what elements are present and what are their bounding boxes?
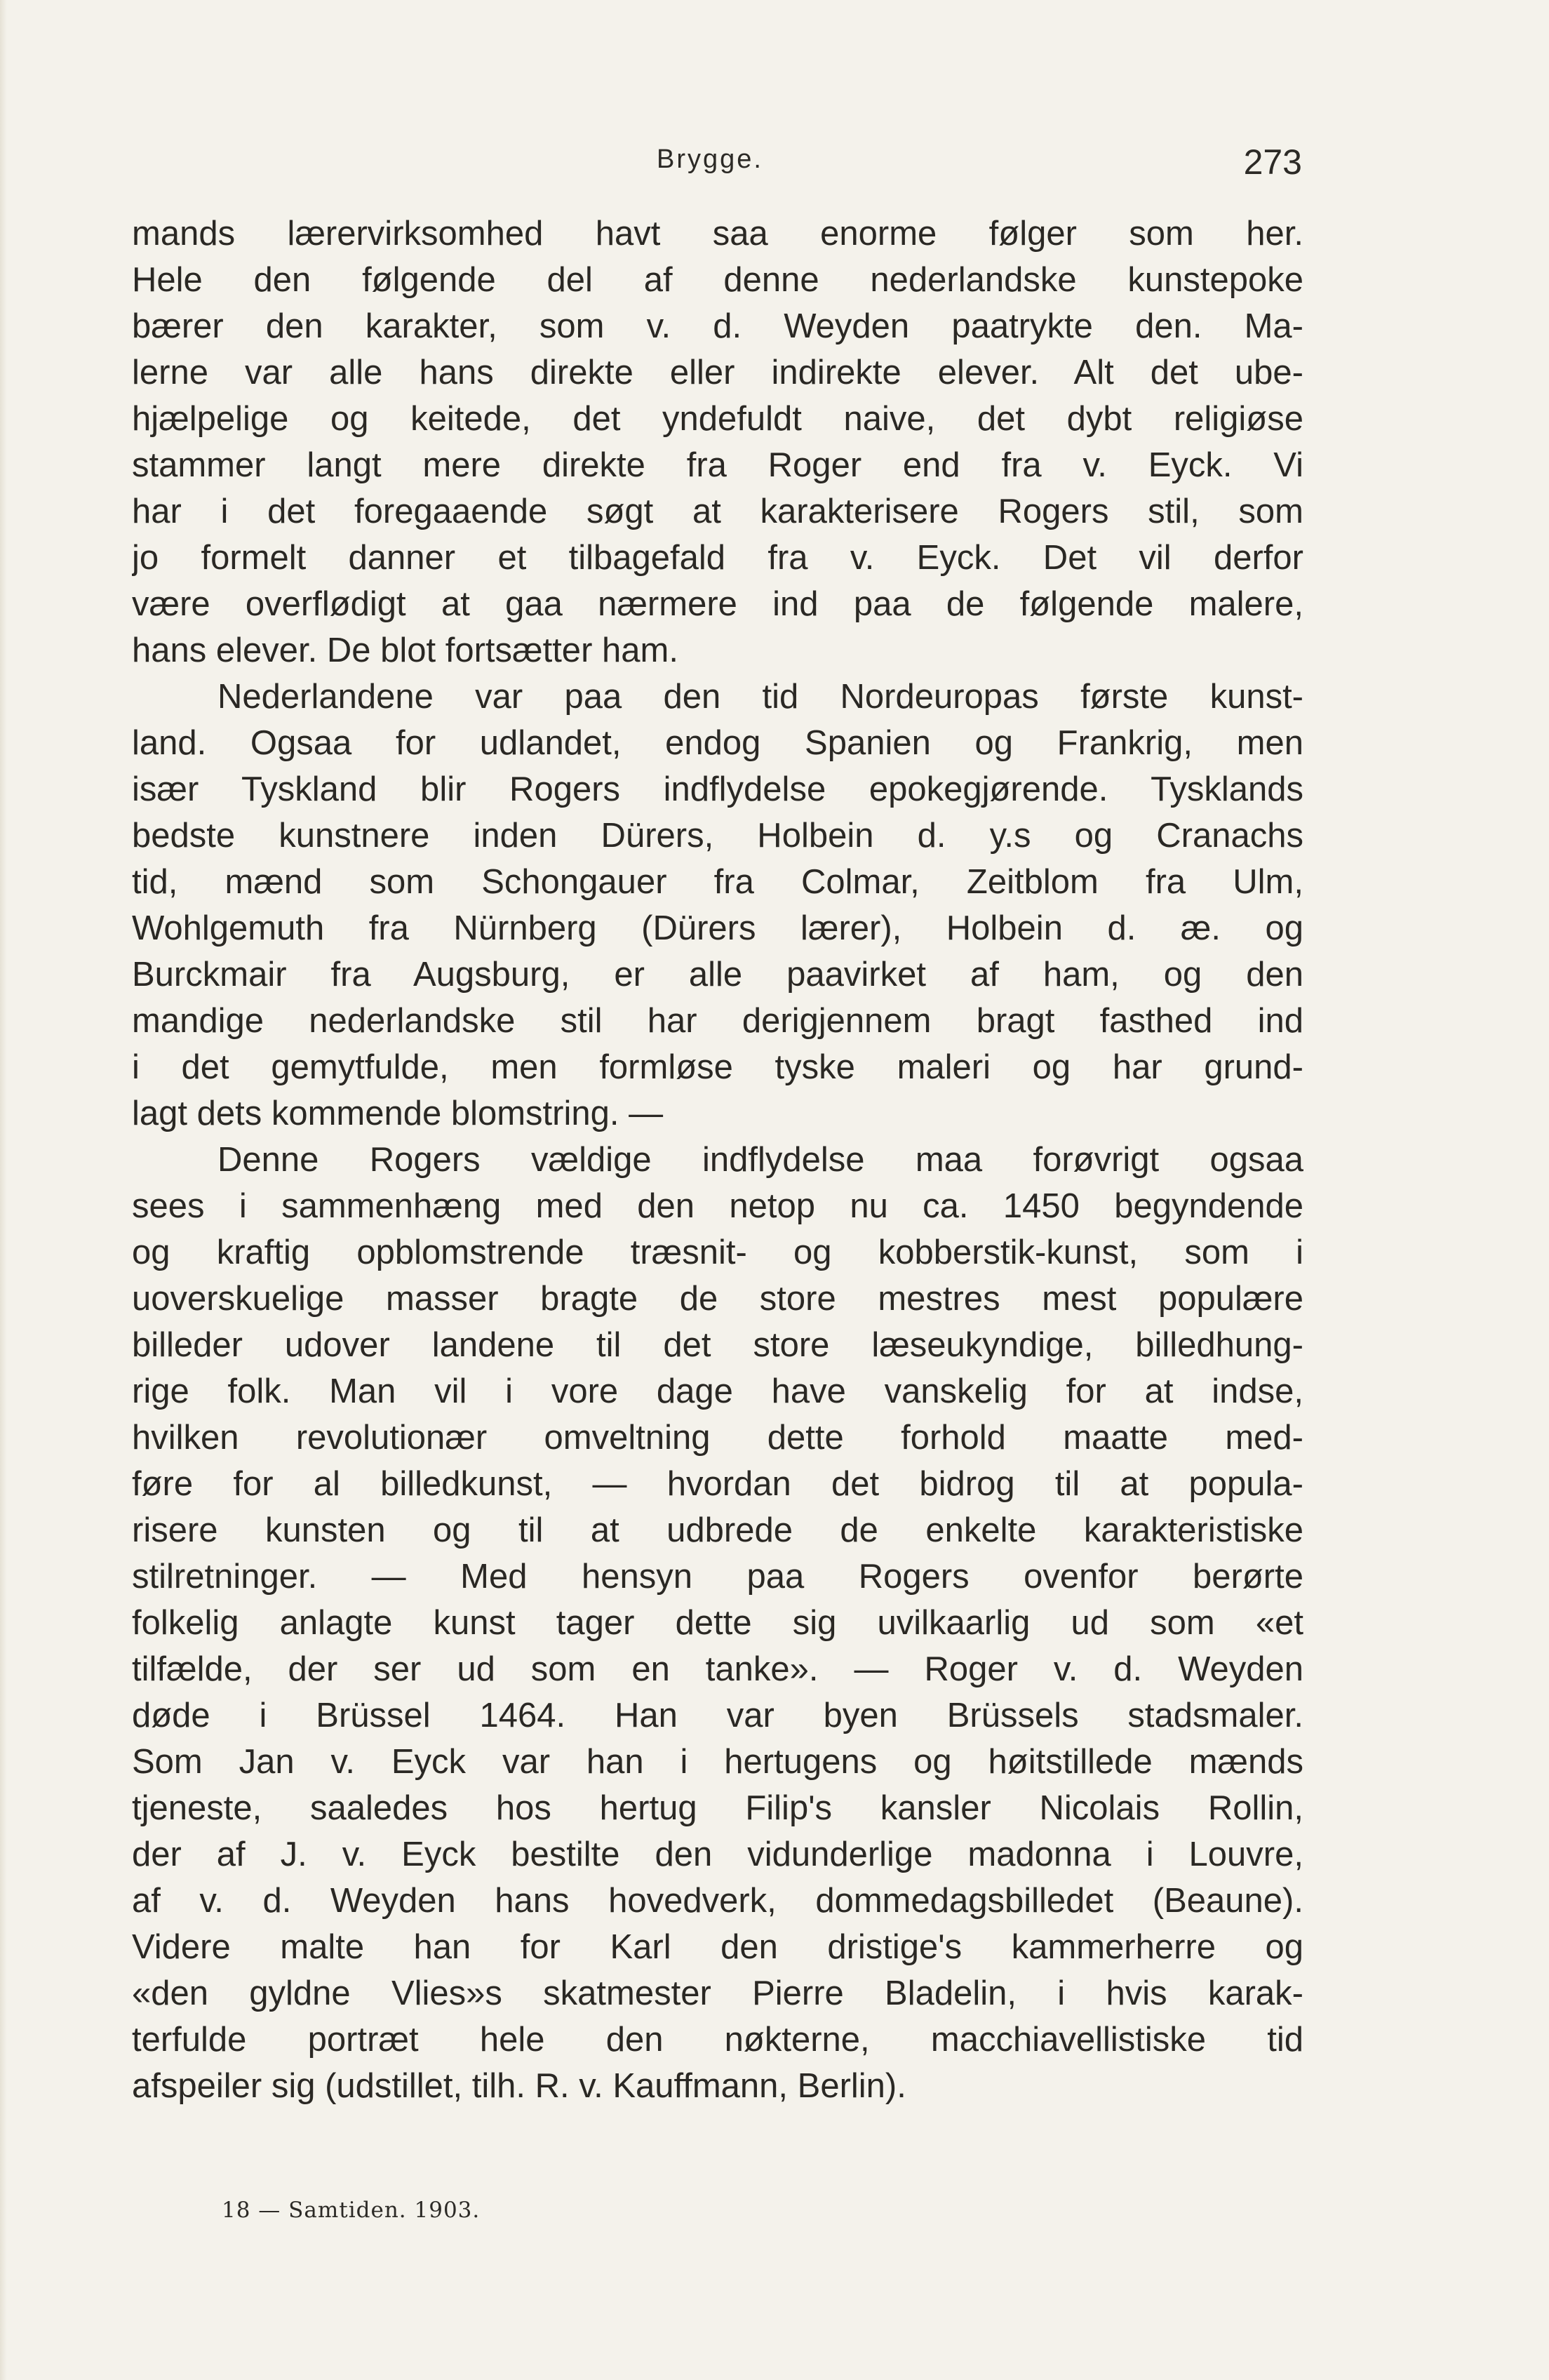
text-line: især Tyskland blir Rogers indflydelse epokegjørende. Tysklands bbox=[132, 770, 1303, 808]
text-line: lerne var alle hans direkte eller indirekte elever. Alt det ube- bbox=[132, 354, 1303, 392]
text-line: af v. d. Weyden hans hovedverk, dommedagsbilledet (Beaune). bbox=[132, 1882, 1303, 1920]
text-line: hvilken revolutionær omveltning dette forhold maatte med- bbox=[132, 1419, 1303, 1457]
text-line: hans elever. De blot fortsætter ham. bbox=[132, 631, 678, 669]
text-line: terfulde portræt hele den nøkterne, macchiavellistiske tid bbox=[132, 2021, 1303, 2059]
text-line: billeder udover landene til det store læseukyndige, billedhung- bbox=[132, 1326, 1303, 1364]
text-line: Videre malte han for Karl den dristige's kammerherre og bbox=[132, 1928, 1303, 1966]
text-line: «den gyldne Vlies»s skatmester Pierre Bladelin, i hvis karak- bbox=[132, 1974, 1303, 2012]
text-line: tid, mænd som Schongauer fra Colmar, Zeitblom fra Ulm, bbox=[132, 863, 1303, 901]
body-text bbox=[132, 210, 1303, 2109]
text-line: i det gemytfulde, men formløse tyske maleri og har grund- bbox=[132, 1048, 1303, 1086]
text-line: land. Ogsaa for udlandet, endog Spanien og Frankrig, men bbox=[132, 724, 1303, 762]
text-line: stilretninger. — Med hensyn paa Rogers ovenfor berørte bbox=[132, 1558, 1303, 1596]
text-line: være overflødigt at gaa nærmere ind paa de følgende malere, bbox=[132, 585, 1303, 623]
text-line: bærer den karakter, som v. d. Weyden paatrykte den. Ma- bbox=[132, 307, 1303, 345]
text-line: rige folk. Man vil i vore dage have vanskelig for at indse, bbox=[132, 1372, 1303, 1410]
text-line: Hele den følgende del af denne nederlandske kunstepoke bbox=[132, 261, 1303, 299]
text-line: der af J. v. Eyck bestilte den vidunderlige madonna i Louvre, bbox=[132, 1836, 1303, 1873]
text-line: Som Jan v. Eyck var han i hertugens og høitstillede mænds bbox=[132, 1743, 1303, 1781]
text-line: føre for al billedkunst, — hvordan det bidrog til at popula- bbox=[132, 1465, 1303, 1503]
text-line: hjælpelige og keitede, det yndefuldt naive, det dybt religiøse bbox=[132, 400, 1303, 438]
text-line: uoverskuelige masser bragte de store mestres mest populære bbox=[132, 1280, 1303, 1318]
text-line: lagt dets kommende blomstring. — bbox=[132, 1095, 664, 1132]
printer-signature: 18 — Samtiden. 1903. bbox=[222, 2198, 481, 2223]
page-number: 273 bbox=[1243, 142, 1302, 182]
text-line: og kraftig opblomstrende træsnit- og kobberstik-kunst, som i bbox=[132, 1234, 1303, 1271]
page-edge-shadow bbox=[0, 0, 7, 2380]
paragraph-start-line: Denne Rogers vældige indflydelse maa forøvrigt ogsaa bbox=[217, 1141, 1303, 1179]
text-line: sees i sammenhæng med den netop nu ca. 1450 begyndende bbox=[132, 1187, 1303, 1225]
text-line: døde i Brüssel 1464. Han var byen Brüssels stadsmaler. bbox=[132, 1697, 1303, 1734]
text-line: har i det foregaaende søgt at karakterisere Rogers stil, som bbox=[132, 493, 1303, 530]
text-line: mandige nederlandske stil har derigjennem bragt fasthed ind bbox=[132, 1002, 1303, 1040]
text-line: Wohlgemuth fra Nürnberg (Dürers lærer), Holbein d. æ. og bbox=[132, 909, 1303, 947]
page-header bbox=[132, 142, 1302, 194]
text-line: stammer langt mere direkte fra Roger end fra v. Eyck. Vi bbox=[132, 446, 1303, 484]
text-line: folkelig anlagte kunst tager dette sig uvilkaarlig ud som «et bbox=[132, 1604, 1303, 1642]
paragraph-start-line: Nederlandene var paa den tid Nordeuropas første kunst- bbox=[217, 678, 1303, 716]
text-line: mands lærervirksomhed havt saa enorme følger som her. bbox=[132, 215, 1303, 253]
running-title: Brygge. bbox=[657, 145, 763, 174]
text-line: tjeneste, saaledes hos hertug Filip's kansler Nicolais Rollin, bbox=[132, 1789, 1303, 1827]
text-line: jo formelt danner et tilbagefald fra v. Eyck. Det vil derfor bbox=[132, 539, 1303, 577]
text-line: tilfælde, der ser ud som en tanke». — Roger v. d. Weyden bbox=[132, 1650, 1303, 1688]
text-line: bedste kunstnere inden Dürers, Holbein d. y.s og Cranachs bbox=[132, 817, 1303, 855]
text-line: Burckmair fra Augsburg, er alle paavirket af ham, og den bbox=[132, 956, 1303, 994]
text-line: afspeiler sig (udstillet, tilh. R. v. Kauffmann, Berlin). bbox=[132, 2067, 906, 2105]
text-line: risere kunsten og til at udbrede de enkelte karakteristiske bbox=[132, 1511, 1303, 1549]
